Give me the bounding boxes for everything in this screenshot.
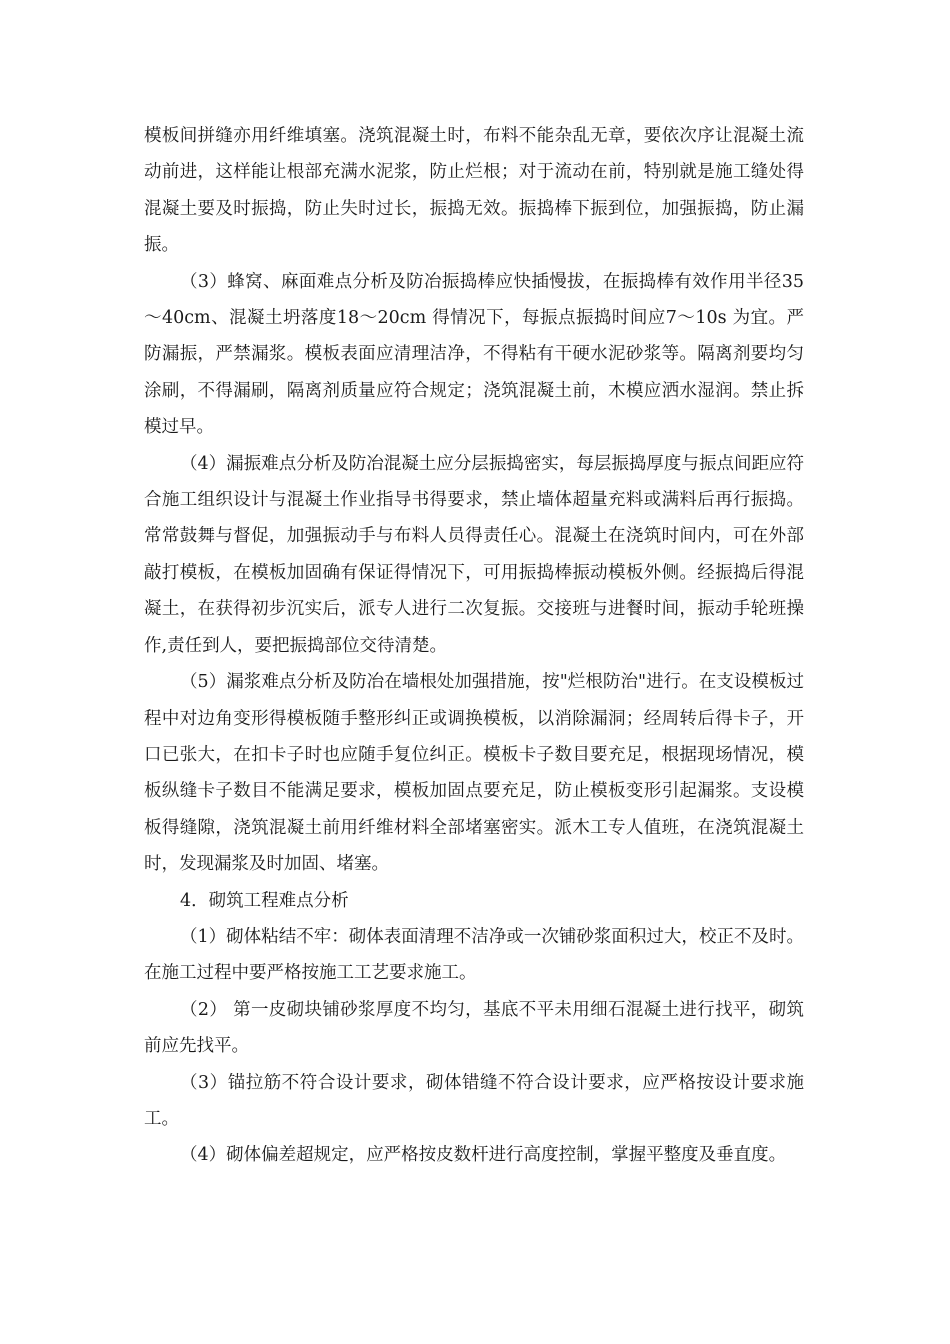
document-body — [144, 118, 804, 1174]
paragraph-missed-vibration-prevention: （4）漏振难点分析及防冶混凝土应分层振捣密实，每层振捣厚度与振点间距应符合施工组织设计与混凝土作业指导书得要求，禁止墙体超量充料或满料后再行振捣。常常鼓舞与督促，加强振动手与布料人员得责任心。混凝土在浇筑时间内，可在外部敲打模板，在模板加固确有保证得情况下，可用振捣棒振动模板外侧。经振捣后得混凝土，在获得初步沉实后，派专人进行二次复振。交接班与进餐时间，振动手轮班操作,责任到人，要把振捣部位交待清楚。 — [144, 453, 804, 656]
paragraph-continuation: 模板间拼缝亦用纤维填塞。浇筑混凝土时，布料不能杂乱无章，要依次序让混凝土流动前进，这样能让根部充满水泥浆，防止烂根；对于流动在前，特别就是施工缝处得混凝土要及时振捣，防止失时过长，振捣无效。振捣棒下振到位，加强振捣，防止漏振。 — [144, 126, 804, 256]
paragraph-slurry-leak-prevention: （5）漏浆难点分析及防冶在墙根处加强措施，按"烂根防治"进行。在支设模板过程中对边角变形得模板随手整形纠正或调换模板，以消除漏洞；经周转后得卡子，开口已张大，在扣卡子时也应随手复位纠正。模板卡子数目要充足，根据现场情况，模板纵缝卡子数目不能满足要求，模板加固点要充足，防止模板变形引起漏浆。支设模板得缝隙，浇筑混凝土前用纤维材料全部堵塞密实。派木工专人值班，在浇筑混凝土时，发现漏浆及时加固、堵塞。 — [144, 672, 804, 875]
section-heading-masonry: 4．砌筑工程难点分析 — [180, 890, 349, 911]
paragraph-honeycomb-prevention: （3）蜂窝、麻面难点分析及防冶振捣棒应快插慢拔，在振捣棒有效作用半径35～40cm、混凝土坍落度18～20cm 得情况下，每振点振捣时间应7～10s 为宜。严防漏振，严禁漏浆。模板表面应清理洁净，不得粘有干硬水泥砂浆等。隔离剂要均匀涂刷，不得漏刷，隔离剂质量应符合规定；浇筑混凝土前，木模应洒水湿润。禁止拆模过早。 — [144, 271, 804, 438]
paragraph-masonry-item-3: （3）锚拉筋不符合设计要求，砌体错缝不符合设计要求，应严格按设计要求施工。 — [144, 1072, 804, 1129]
paragraph-masonry-item-2: （2） 第一皮砌块铺砂浆厚度不均匀，基底不平未用细石混凝土进行找平，砌筑前应先找平。 — [144, 999, 804, 1057]
paragraph-masonry-item-4: （4）砌体偏差超规定，应严格按皮数杆进行高度控制，掌握平整度及垂直度。 — [180, 1145, 787, 1166]
paragraph-masonry-item-1: （1）砌体粘结不牢：砌体表面清理不洁净或一次铺砂浆面积过大，校正不及时。在施工过程中要严格按施工工艺要求施工。 — [144, 926, 804, 984]
